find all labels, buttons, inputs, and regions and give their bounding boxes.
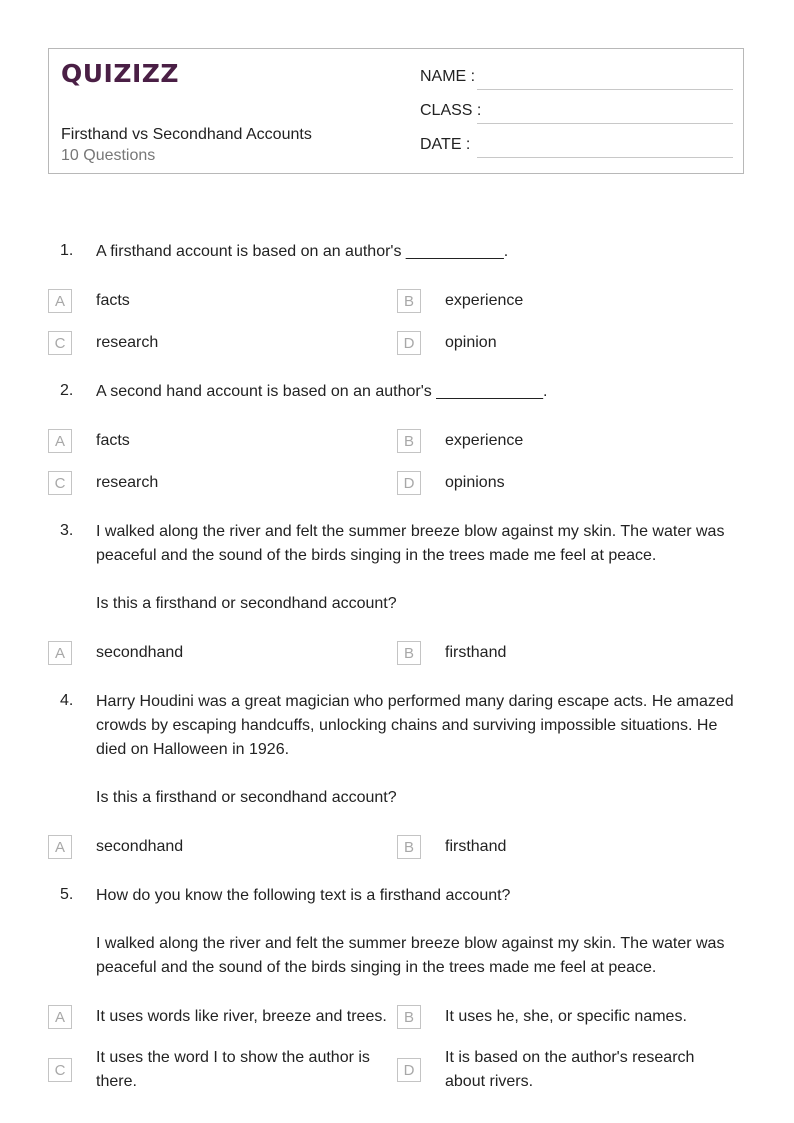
question-text [96,884,736,980]
option-c-box: C [48,331,72,355]
question-number: 5. [60,886,74,903]
question-text: A second hand account is based on an author's ____________. [96,383,548,400]
date-line [477,157,733,158]
question-text [96,520,736,616]
option-c-text: research [96,474,159,491]
option-d-text: opinions [445,474,505,491]
question-text: A firsthand account is based on an author's ___________. [96,243,509,260]
option-d-box: D [397,331,421,355]
option-a-text: facts [96,432,130,449]
option-c-box: C [48,471,72,495]
option-d-text: opinion [445,334,497,351]
worksheet-header [48,48,744,174]
question-passage: Harry Houdini was a great magician who performed many daring escape acts. He amazed crowds by escaping handcuffs, unlocking chains and surviving impossible situations. He died on Halloween in 1926. [96,693,734,758]
option-c-text: It uses the word I to show the author is there. [96,1049,370,1090]
worksheet-title: Firsthand vs Secondhand Accounts [61,126,312,143]
option-a-text: secondhand [96,838,184,855]
question-passage: I walked along the river and felt the summer breeze blow against my skin. The water was peaceful and the sound of the birds singing in the trees made me feel at peace. [96,935,725,976]
option-b-text: firsthand [445,644,507,661]
option-a-box: A [48,289,72,313]
question-number: 4. [60,692,74,709]
option-b-box: B [397,835,421,859]
question-count: 10 Questions [61,147,156,164]
question-text [96,690,736,810]
option-a-box: A [48,641,72,665]
option-b-box: B [397,1005,421,1029]
option-b-text: firsthand [445,838,507,855]
option-a-text: It uses words like river, breeze and trees. [96,1008,387,1025]
option-b-box: B [397,289,421,313]
option-b-box: B [397,641,421,665]
date-label: DATE : [420,136,471,153]
question-passage: I walked along the river and felt the summer breeze blow against my skin. The water was peaceful and the sound of the birds singing in the trees made me feel at peace. [96,523,725,564]
question-prompt: Is this a firsthand or secondhand account? [96,595,397,612]
option-a-text: secondhand [96,644,184,661]
option-b-text: experience [445,292,524,309]
class-label: CLASS : [420,102,482,119]
option-a-box: A [48,835,72,859]
option-c-box: C [48,1058,72,1082]
option-d-box: D [397,471,421,495]
quizizz-logo: QUIZIZZ [61,59,180,88]
question-number: 1. [60,242,74,259]
class-line [477,123,733,124]
question-number: 2. [60,382,74,399]
question-stem: How do you know the following text is a firsthand account? [96,887,511,904]
name-line [477,89,733,90]
name-label: NAME : [420,68,476,85]
option-b-text: experience [445,432,524,449]
option-b-text: It uses he, she, or specific names. [445,1008,687,1025]
question-prompt: Is this a firsthand or secondhand account? [96,789,397,806]
question-number: 3. [60,522,74,539]
option-b-box: B [397,429,421,453]
option-d-text: It is based on the author's research about rivers. [445,1049,695,1090]
option-d-box: D [397,1058,421,1082]
option-c-text: research [96,334,159,351]
option-a-box: A [48,1005,72,1029]
option-a-text: facts [96,292,130,309]
option-a-box: A [48,429,72,453]
